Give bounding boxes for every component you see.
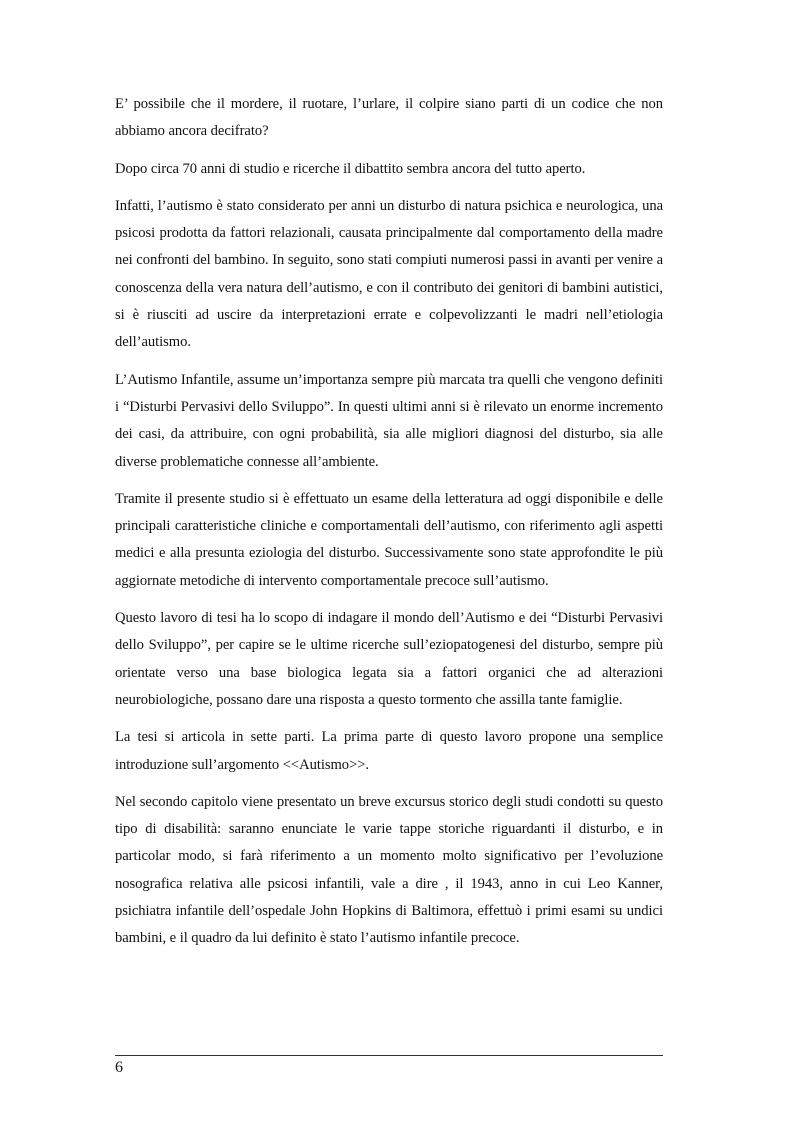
paragraph-second-chapter: Nel secondo capitolo viene presentato un breve excursus storico degli studi condotti su questo tipo di disabilità: saranno enunciate le varie tappe storiche riguardanti il disturbo, e in particolar modo, si farà riferimento a un momento molto significativo per l’evoluzione nosografica relativa alle psicosi infantili, vale a dire , il 1943, anno in cui Leo Kanner, psichiatra infantile dell’ospedale John Hopkins di Baltimora, effettuò i primi esami su undici bambini, e il quadro da lui definito è stato l’autismo infantile precoce. xyxy=(115,793,663,947)
paragraph-structure: La tesi si articola in sette parti. La prima parte di questo lavoro propone una semplice introduzione sull’argomento <<Autismo>>. xyxy=(115,729,663,773)
footer-divider xyxy=(115,1055,663,1056)
paragraph-thesis-aim: Questo lavoro di tesi ha lo scopo di indagare il mondo dell’Autismo e dei “Disturbi Pervasivi dello Sviluppo”, per capire se le ultime ricerche sull’eziopatogenesi del disturbo, sempre più orientate verso una base biologica legata sia a fattori organici che ad alterazioni neurobiologiche, possano dare una risposta a questo tormento che assilla tante famiglie. xyxy=(115,610,663,708)
paragraph-infantile-autism: L’Autismo Infantile, assume un’importanza sempre più marcata tra quelli che vengono definiti i “Disturbi Pervasivi dello Sviluppo”. In questi ultimi anni si è rilevato un enorme incremento dei casi, da attribuire, con ogni probabilità, sia alle migliori diagnosi del disturbo, sia alle diverse problematiche connesse all’ambiente. xyxy=(115,371,663,470)
paragraph-debate: Dopo circa 70 anni di studio e ricerche il dibattito sembra ancora del tutto aperto. xyxy=(115,160,586,177)
paragraph-history-view: Infatti, l’autismo è stato considerato per anni un disturbo di natura psichica e neurologica, una psicosi prodotta da fattori relazionali, causata principalmente dal comportamento della madre nei confronti del bambino. In seguito, sono stati compiuti numerosi passi in avanti per venire a conoscenza della vera natura dell’autismo, e con il contributo dei genitori di bambini autistici, si è riusciti ad uscire da interpretazioni errate e colpevolizzanti le madri nell’etiologia dell’autismo. xyxy=(115,197,663,351)
paragraph-question: E’ possibile che il mordere, il ruotare, l’urlare, il colpire siano parti di un codice che non abbiamo ancora decifrato? xyxy=(115,96,663,140)
page-number: 6 xyxy=(115,1059,123,1076)
body-text xyxy=(115,91,663,963)
paragraph-study-method: Tramite il presente studio si è effettuato un esame della letteratura ad oggi disponibile e delle principali caratteristiche cliniche e comportamentali dell’autismo, con riferimento agli aspetti medici e alla presunta eziologia del disturbo. Successivamente sono state approfondite le più aggiornate metodiche di intervento comportamentale precoce sull’autismo. xyxy=(115,490,663,589)
